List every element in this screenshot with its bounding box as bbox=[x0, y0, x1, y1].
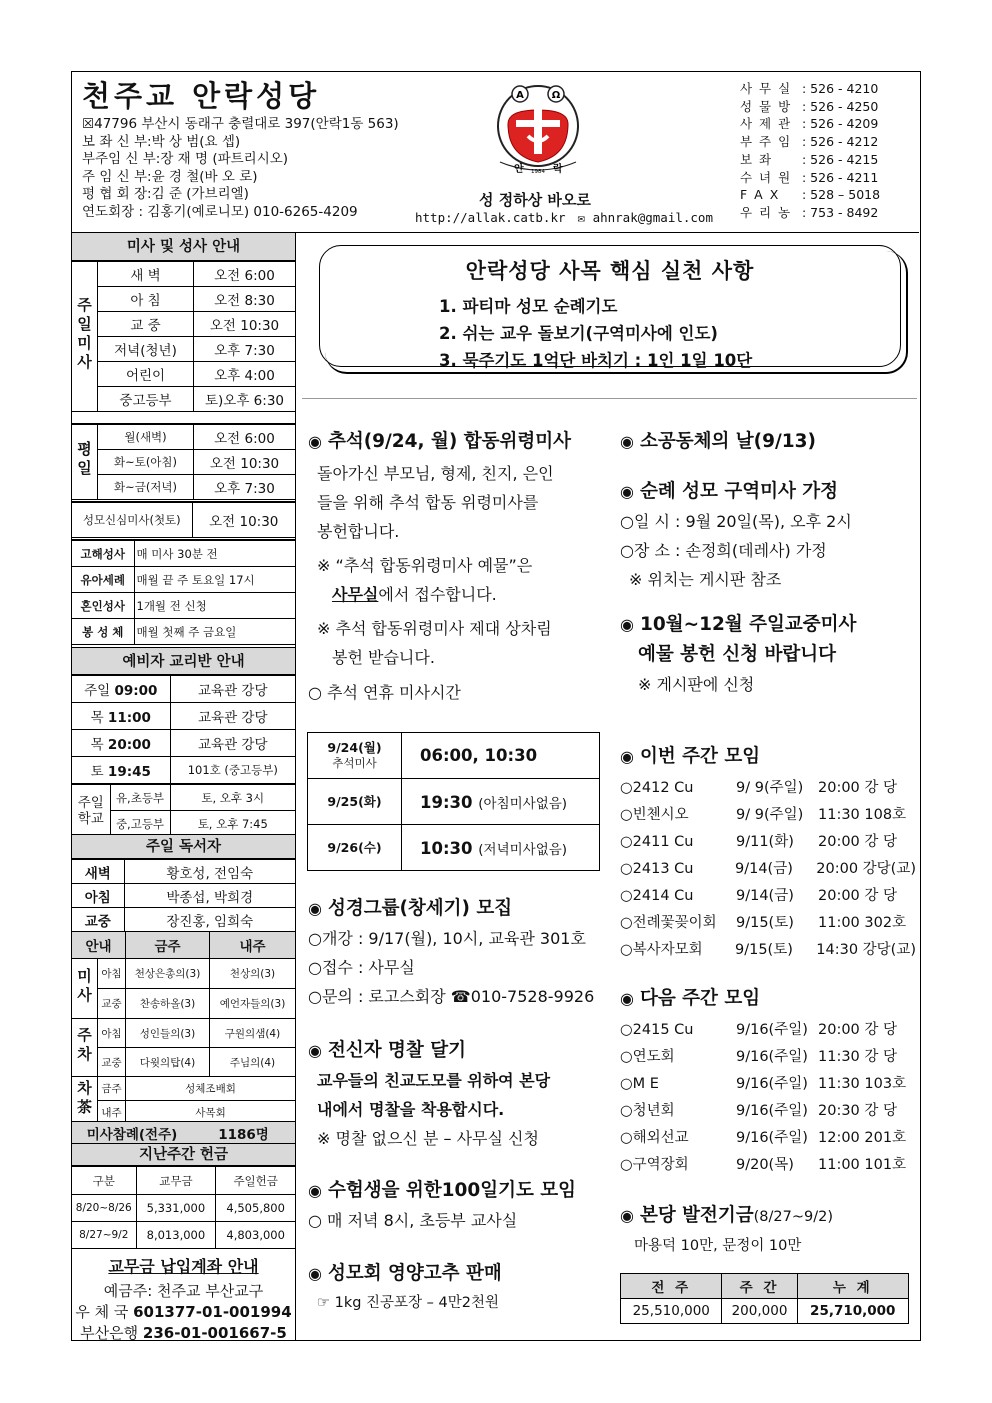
logo-year: 1984 bbox=[531, 169, 545, 175]
development-fund: ◉ 본당 발전기금(8/27~9/2) 마용덕 10만, 문정이 10만 bbox=[620, 1205, 834, 1254]
offering-table: 구분 교무금 주일헌금 8/20~8/26 5,331,000 4,505,800 8/27~9/2 8,013,000 4,803,000 bbox=[72, 1166, 295, 1249]
meeting-row: ○2414 Cu 9/14(금) 20:00 강 당 bbox=[620, 888, 898, 904]
contact-links bbox=[415, 210, 725, 225]
meeting-row: ○복사자모회 9/15(토) 14:30 강당(교) bbox=[620, 942, 916, 958]
phone-row: F A X : 528 – 5018 bbox=[740, 187, 881, 203]
banner-item: 2. 쉬는 교우 돌보기(구역미사에 인도) bbox=[439, 324, 718, 343]
sacrament-info: 고해성사 매 미사 30분 전 유아세례 매월 끝 주 토요일 17시 혼인성사 1개월 전 신청 봉 성 체 매월 첫째 주 금요일 bbox=[72, 539, 295, 645]
bullet-icon: ◉ bbox=[620, 747, 634, 766]
offering-title: 지난주간 헌금 bbox=[72, 1144, 295, 1166]
next-week-meetings: ◉ 다음 주간 모임 ○2415 Cu 9/16(주일) 20:00 강 당 ○연도회 9/16(주일) 11:30 강 당 ○M E 9/16(주일) 11:30 103호 ○청년회 9/16(주일) 20:30 강 당 ○해외선교 9/16(주일) 12:00 201호 ○구역장회 9/20(목) 11:00 101호 bbox=[620, 984, 916, 1179]
attendance-label: 미사참례(전주) bbox=[72, 1122, 192, 1144]
sunday-label: 주일미사 bbox=[75, 296, 93, 373]
parish-info bbox=[82, 116, 399, 221]
phone-row: 보 좌 : 526 - 4215 bbox=[740, 151, 879, 167]
banner-title: 안락성당 사목 핵심 실천 사항 bbox=[465, 259, 755, 283]
bullet-icon: ◉ bbox=[308, 1264, 322, 1283]
bullet-icon: ◉ bbox=[308, 899, 322, 918]
meeting-row: ○M E 9/16(주일) 11:30 103호 bbox=[620, 1076, 907, 1092]
holiday-title: ○ 추석 연휴 미사시간 bbox=[308, 683, 461, 702]
phone-row: 부 주 임 : 526 - 4212 bbox=[740, 134, 879, 150]
staff-line: 보 좌 신 부:박 상 범(요 셉) bbox=[82, 133, 241, 150]
phone-row: 사 무 실 : 526 - 4210 bbox=[740, 81, 879, 96]
website-link[interactable]: http://allak.catb.kr bbox=[415, 210, 566, 225]
catechism-class: 예비자 교리반 안내 주일 09:00 교육관 강당 목 11:00 교육관 강당 목 20:00 교육관 강당 토 19:45 101호 (중고등부) 주일학교 유,초등부 토, 오후 3시 중,고등부 토, 오후 7:45 bbox=[72, 647, 295, 837]
duty-roster: 안내 금주 내주 미사 아침 천상은총의(3) 천상의(3) 교중 찬송하올(3) 예언자들의(3) 주차 아침 성인들의(3) 구원의샘(4) 교중 다윗의탑(4) 주님의(4) 차茶 금주 성체조배회 내주 사목회 bbox=[72, 931, 295, 1125]
phone-row: 우 리 농 : 753 - 8492 bbox=[740, 204, 879, 220]
left-column bbox=[72, 233, 296, 1340]
catechism-title: 예비자 교리반 안내 bbox=[72, 647, 295, 675]
readers-title: 주일 독서자 bbox=[72, 834, 295, 859]
pastoral-banner bbox=[319, 245, 901, 370]
divider bbox=[302, 398, 917, 399]
patron-saint: 성 정하상 바오로 bbox=[479, 191, 591, 209]
parish-title: 천주교 안락성당 bbox=[82, 79, 321, 113]
pepper-sale-section: ◉ 성모회 영양고추 판매 ☞ 1kg 진공포장 – 4만2천원 bbox=[308, 1263, 502, 1311]
bullet-icon: ◉ bbox=[308, 1181, 322, 1200]
bullet-icon: ◉ bbox=[308, 1041, 322, 1060]
weekday-label: 평일 bbox=[75, 441, 93, 479]
sunday-school: 주일학교 유,초등부 토, 오후 3시 중,고등부 토, 오후 7:45 bbox=[72, 784, 295, 837]
readers: 주일 독서자 새벽 황호성, 전임숙 아침 박종섭, 박희경 교중 장진홍, 임희숙 bbox=[72, 834, 295, 932]
name-tag-section: ◉ 전신자 명찰 달기 교우들의 친교도모를 위하여 본당 내에서 명찰을 착용합시다. ※ 명찰 없으신 분 – 사무실 신청 bbox=[308, 1040, 551, 1148]
account-info bbox=[72, 1253, 295, 1344]
logo-omega: Ω bbox=[551, 90, 561, 101]
staff-line: 평 협 회 장:김 준 (가브리엘) bbox=[82, 186, 249, 202]
holiday-mass-table: 9/24(월) 추석미사 06:00, 10:30 9/25(화) 19:30 (아침미사없음) 9/26(수) 10:30 (저녁미사없음) bbox=[307, 732, 600, 871]
account-row: 우 체 국 601377-01-001994 bbox=[75, 1303, 292, 1321]
address: ☒47796 부산시 동래구 충렬대로 397(안락1동 563) bbox=[82, 116, 399, 132]
meeting-row: ○구역장회 9/20(목) 11:00 101호 bbox=[620, 1157, 907, 1173]
section-title: ◉ 추석(9/24, 월) 합동위령미사 bbox=[308, 431, 572, 452]
exam-prayer-section: ◉ 수험생을 위한100일기도 모임 ○ 매 저녁 8시, 초등부 교사실 bbox=[308, 1180, 577, 1230]
phone-list bbox=[740, 80, 880, 222]
bullet-icon: ◉ bbox=[620, 482, 634, 501]
staff-line: 부주임 신 부:장 재 명 (파트리시오) bbox=[82, 151, 289, 167]
meeting-row: ○2411 Cu 9/11(화) 20:00 강 당 bbox=[620, 834, 898, 850]
phone-row: 성 물 방 : 526 - 4250 bbox=[740, 98, 879, 114]
bullet-icon: ◉ bbox=[308, 432, 322, 451]
logo-left-char: 안 bbox=[514, 164, 524, 175]
attendance-value: 1186명 bbox=[192, 1122, 295, 1144]
account-row: 부산은행 236-01-001667-5 bbox=[80, 1324, 287, 1342]
mass-title: 미사 및 성사 안내 bbox=[72, 233, 295, 261]
staff-line: 주 임 신 부:윤 경 철(바 오 로) bbox=[82, 168, 258, 185]
staff-line: 연도회장 : 김홍기(예로니모) 010-6265-4209 bbox=[82, 203, 358, 220]
phone-row: 수 녀 원 : 526 - 4211 bbox=[740, 169, 879, 185]
bulletin-frame bbox=[71, 71, 921, 1341]
account-row: 예금주: 천주교 부산교구 bbox=[103, 1282, 264, 1300]
meeting-row: ○빈첸시오 9/ 9(주일) 11:30 108호 bbox=[620, 807, 907, 823]
weekday-mass: 평일 월(새벽) 오전 6:00 화~토(아침) 오전 10:30 화~금(저녁) 오후 7:30 bbox=[72, 423, 295, 500]
sunday-mass-table: 주일미사 새 벽 오전 6:00 아 침 오전 8:30 교 중 오전 10:30 저녁(청년) 오후 7:30 어린이 오후 4:00 중고등부 토)오후 6:30 bbox=[72, 261, 295, 412]
meeting-row: ○2415 Cu 9/16(주일) 20:00 강 당 bbox=[620, 1022, 898, 1038]
meeting-row: ○해외선교 9/16(주일) 12:00 201호 bbox=[620, 1130, 907, 1146]
meeting-row: ○전례꽃꽂이회 9/15(토) 11:00 302호 bbox=[620, 915, 907, 931]
email-link[interactable]: ✉ ahnrak@gmail.com bbox=[577, 210, 713, 225]
bullet-icon: ◉ bbox=[620, 615, 634, 634]
notices-col2: ◉ 소공동체의 날(9/13) ◉ 순례 성모 구역미사 가정 ○일 시 : 9월 20일(목), 오후 2시 ○장 소 : 손정희(데레사) 가정 ※ 위치는 게시판 참조 ◉ 10월~12월 주일교중미사 예물 봉헌 신청 바랍니다 ※ 게시판에 신청 bbox=[620, 431, 857, 694]
fund-table: 전 주 주 간 누 계 25,510,000 200,000 25,710,000 bbox=[620, 1273, 909, 1324]
bullet-icon: ◉ bbox=[620, 989, 634, 1008]
banner-list bbox=[439, 293, 900, 374]
bullet-icon: ◉ bbox=[620, 1206, 634, 1225]
account-title: 교무금 납입계좌 안내 bbox=[108, 1257, 259, 1276]
this-week-meetings: ◉ 이번 주간 모임 ○2412 Cu 9/ 9(주일) 20:00 강 당 ○빈첸시오 9/ 9(주일) 11:30 108호 ○2411 Cu 9/11(화) 20:00 강 당 ○2413 Cu 9/14(금) 20:00 강당(교) ○2414 Cu 9/14(금) 20:00 강 당 ○전례꽃꽂이회 9/15(토) 11:00 302호 ○복사자모회 9/15(토) 14:30 강당(교) bbox=[620, 742, 916, 964]
bible-group-section: ◉ 성경그룹(창세기) 모집 ○개강 : 9/17(월), 10시, 교육관 301호 ○접수 : 사무실 ○문의 : 로고스회장 ☎010-7528-9926 bbox=[308, 898, 595, 1006]
meeting-row: ○2412 Cu 9/ 9(주일) 20:00 강 당 bbox=[620, 780, 898, 796]
bullet-icon: ◉ bbox=[620, 432, 634, 451]
logo-alpha: A bbox=[516, 90, 524, 101]
header bbox=[72, 72, 919, 233]
banner-item: 1. 파티마 성모 순례기도 bbox=[439, 297, 618, 316]
meeting-row: ○연도회 9/16(주일) 11:30 강 당 bbox=[620, 1049, 898, 1065]
banner-item: 3. 묵주기도 1억단 바치기 : 1인 1일 10단 bbox=[439, 351, 753, 370]
phone-row: 사 제 관 : 526 - 4209 bbox=[740, 116, 879, 132]
mass-schedule bbox=[72, 233, 295, 412]
chuseok-section: ◉ 추석(9/24, 월) 합동위령미사 돌아가신 부모님, 형제, 친지, 은인 들을 위해 추석 합동 위령미사를 봉헌합니다. ※ “추석 합동위령미사 예물”은 사무실에서 접수합니다. ※ 추석 합동위령미사 제대 상차림 봉헌 받습니다. ○ 추석 연휴 미사시간 bbox=[308, 427, 608, 707]
logo-right-char: 락 bbox=[553, 164, 563, 175]
special-mass: 성모신심미사(첫토) 오전 10:30 bbox=[72, 501, 295, 538]
meeting-row: ○청년회 9/16(주일) 20:30 강 당 bbox=[620, 1103, 898, 1119]
meeting-row: ○2413 Cu 9/14(금) 20:00 강당(교) bbox=[620, 861, 916, 877]
parish-logo-icon bbox=[490, 80, 586, 180]
attendance bbox=[72, 1121, 295, 1249]
